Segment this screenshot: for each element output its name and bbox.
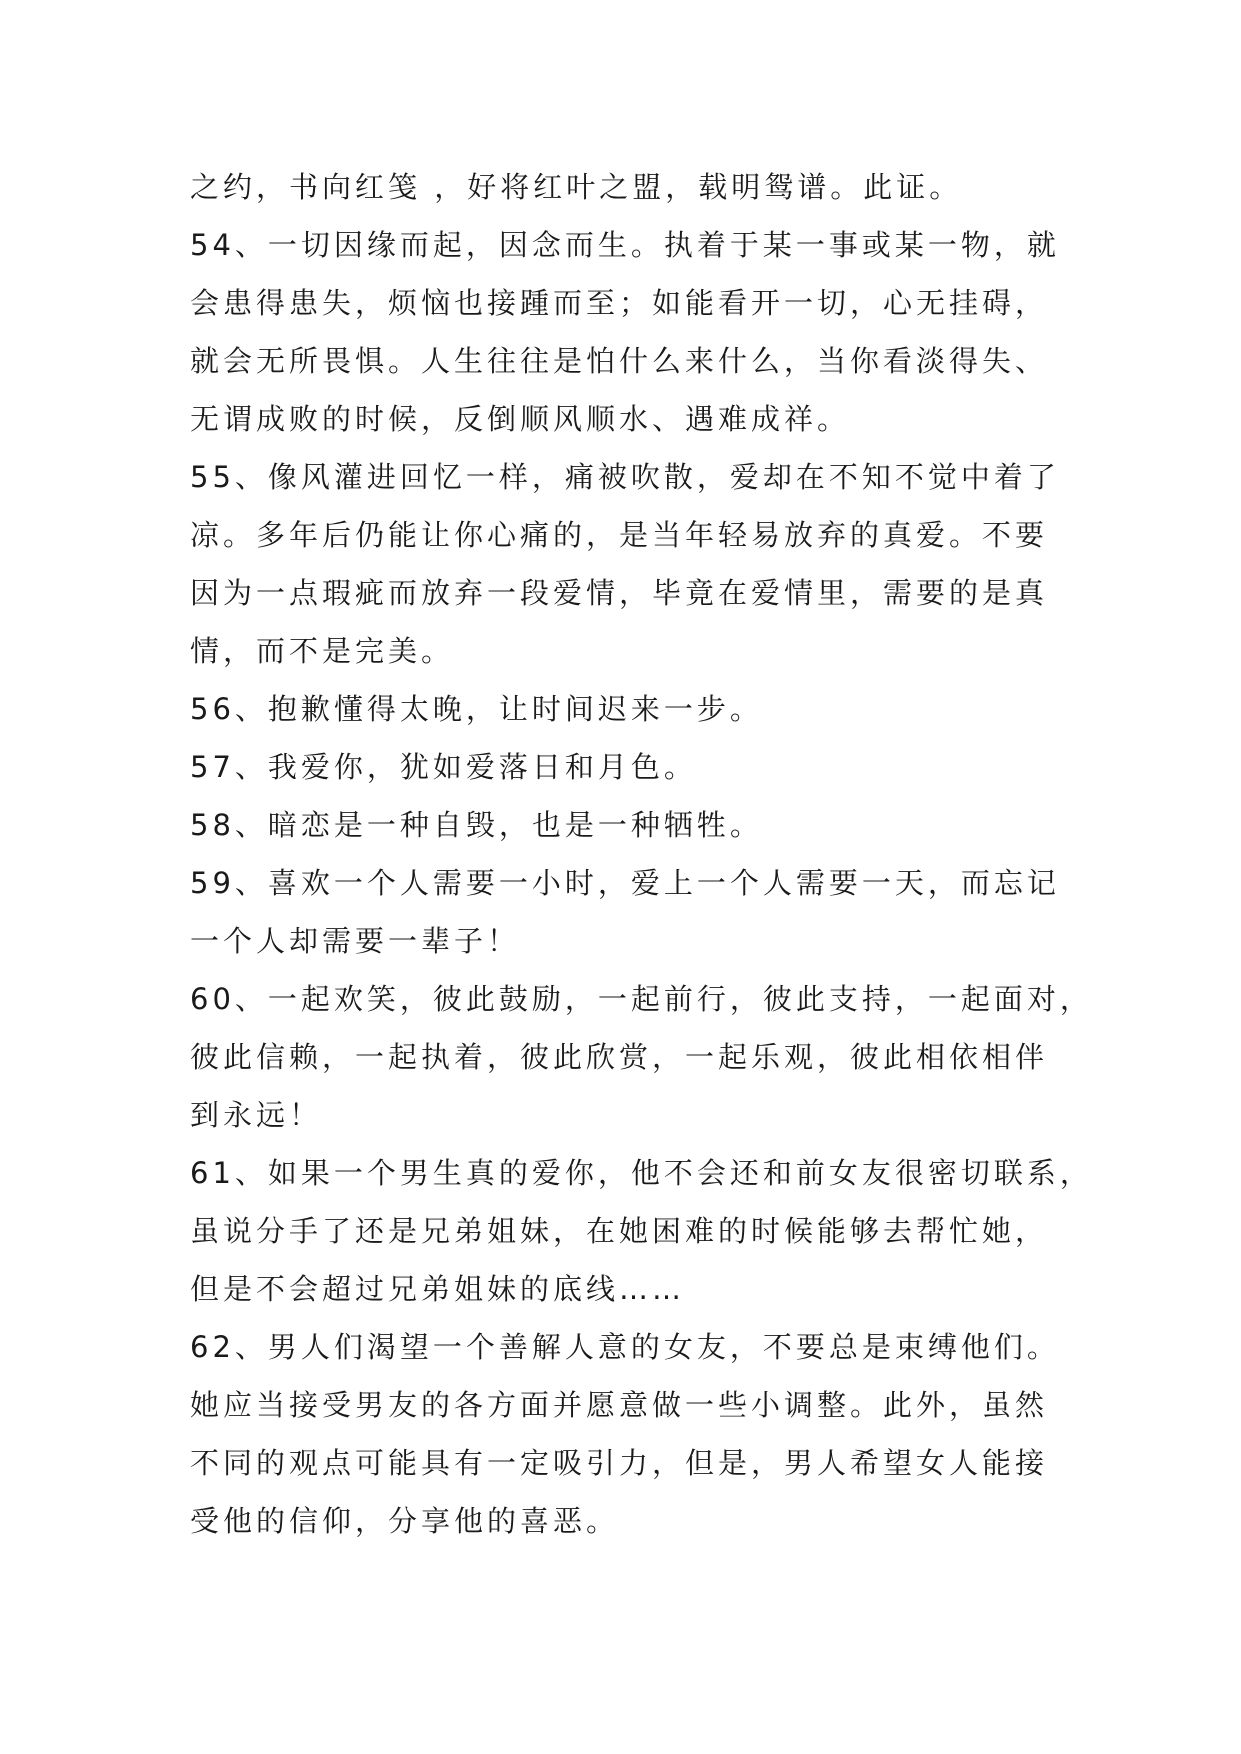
text-line: 54、一切因缘而起，因念而生。执着于某一事或某一物，就 xyxy=(190,228,1060,262)
text-line: 无谓成败的时候，反倒顺风顺水、遇难成祥。 xyxy=(190,402,851,436)
text-line: 57、我爱你，犹如爱落日和月色。 xyxy=(190,750,697,784)
text-line: 到永远！ xyxy=(190,1098,323,1132)
text-line: 情，而不是完美。 xyxy=(190,634,455,668)
text-line: 彼此信赖，一起执着，彼此欣赏，一起乐观，彼此相依相伴 xyxy=(190,1040,1049,1074)
text-line: 58、暗恋是一种自毁，也是一种牺牲。 xyxy=(190,808,763,842)
text-line: 62、男人们渴望一个善解人意的女友，不要总是束缚他们。 xyxy=(190,1330,1060,1364)
text-line: 但是不会超过兄弟姐妹的底线…… xyxy=(190,1272,686,1306)
text-line: 59、喜欢一个人需要一小时，爱上一个人需要一天，而忘记 xyxy=(190,866,1060,900)
text-line: 之约，书向红笺 ，好将红叶之盟，载明鸳谱。此证。 xyxy=(190,170,963,204)
text-line: 60、一起欢笑，彼此鼓励，一起前行，彼此支持，一起面对， xyxy=(190,982,1093,1016)
text-line: 会患得患失，烦恼也接踵而至；如能看开一切，心无挂碍， xyxy=(190,286,1049,320)
document-body xyxy=(190,158,1093,1550)
text-line: 一个人却需要一辈子！ xyxy=(190,924,521,958)
text-line: 受他的信仰，分享他的喜恶。 xyxy=(190,1504,620,1538)
text-line: 就会无所畏惧。人生往往是怕什么来什么，当你看淡得失、 xyxy=(190,344,1049,378)
text-line: 她应当接受男友的各方面并愿意做一些小调整。此外，虽然 xyxy=(190,1388,1049,1422)
text-line: 因为一点瑕疵而放弃一段爱情，毕竟在爱情里，需要的是真 xyxy=(190,576,1049,610)
text-line: 55、像风灌进回忆一样，痛被吹散，爱却在不知不觉中着了 xyxy=(190,460,1060,494)
text-line: 不同的观点可能具有一定吸引力，但是，男人希望女人能接 xyxy=(190,1446,1049,1480)
text-line: 虽说分手了还是兄弟姐妹，在她困难的时候能够去帮忙她， xyxy=(190,1214,1049,1248)
text-line: 56、抱歉懂得太晚，让时间迟来一步。 xyxy=(190,692,763,726)
text-line: 凉。多年后仍能让你心痛的，是当年轻易放弃的真爱。不要 xyxy=(190,518,1049,552)
text-line: 61、如果一个男生真的爱你，他不会还和前女友很密切联系， xyxy=(190,1156,1093,1190)
